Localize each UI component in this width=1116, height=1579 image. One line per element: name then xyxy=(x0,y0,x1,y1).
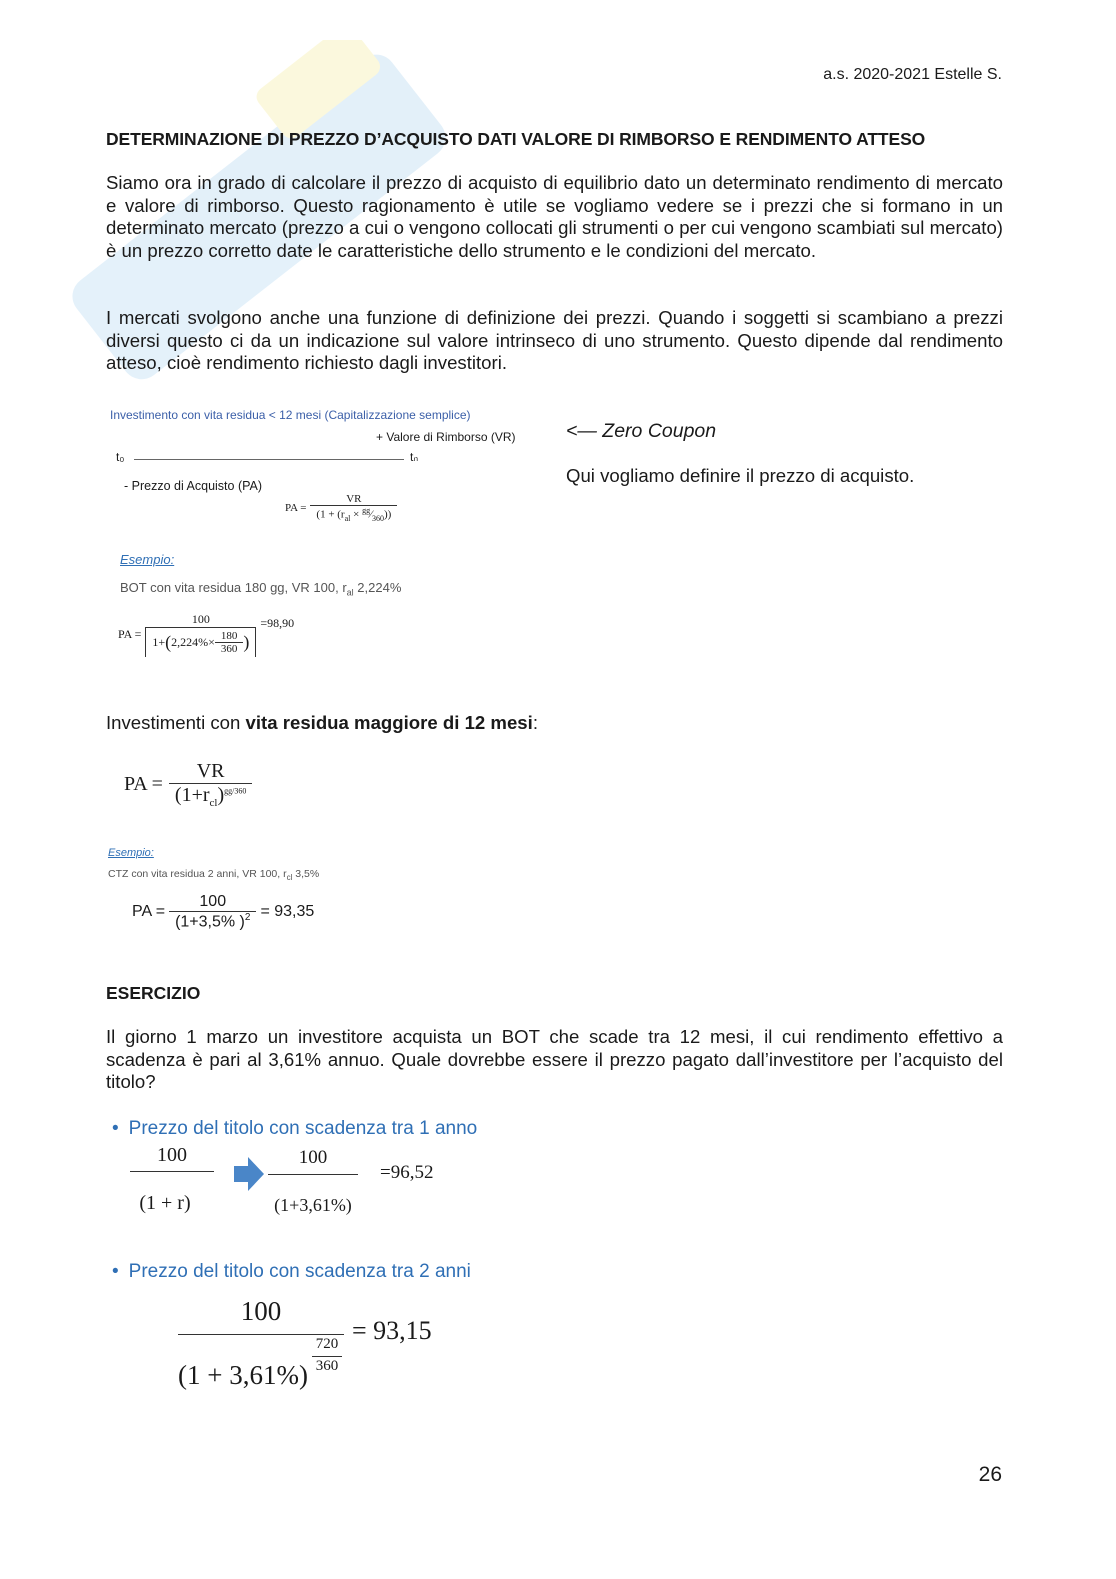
example-formula-2 xyxy=(132,893,314,931)
ex1-inner-num: 180 xyxy=(220,630,238,642)
figure-heading: Investimento con vita residua < 12 mesi (Capitalizzazione semplice) xyxy=(110,408,471,422)
paragraph-intro: Siamo ora in grado di calcolare il prezzo di acquisto di equilibrio dato un determinato rendimento di mercato e valore di rimborso. Questo ragionamento è utile se vogliamo vedere se i prezzi che si formano in un determinato mercato (prezzo a cui o vengono collocati gli strumenti o per cui vengono scambiati sul mercato) è un prezzo corretto date le caratteristiche dello strumento e le condizioni del mercato. xyxy=(106,172,1003,261)
page-number: 26 xyxy=(978,1463,1002,1486)
arrow-right-icon xyxy=(234,1157,264,1191)
ty-exp-num: 720 xyxy=(315,1336,339,1352)
bullet-two-years: • Prezzo del titolo con scadenza tra 2 anni xyxy=(112,1261,471,1282)
formula-compound xyxy=(124,760,252,809)
ex1-inner-den: 360 xyxy=(215,642,244,655)
bullet-one-year-text: Prezzo del titolo con scadenza tra 1 anno xyxy=(128,1118,478,1139)
ex2-result: = 93,35 xyxy=(260,903,315,921)
fy-result: =96,52 xyxy=(380,1162,434,1183)
tn-label: tₙ xyxy=(410,450,419,464)
ex2-den-text: (1+3,5% ) xyxy=(175,913,245,931)
ex1-den-a: 1+ xyxy=(152,635,166,649)
ty-num: 100 xyxy=(240,1296,282,1326)
bullet-one-year: • Prezzo del titolo con scadenza tra 1 anno xyxy=(112,1118,478,1139)
formula-lhs: PA = xyxy=(285,501,307,514)
ex2-denominator: (1+3,5% )$^2$ xyxy=(169,911,256,931)
exercise-text: Il giorno 1 marzo un investitore acquista un BOT che scade tra 12 mesi, il cui rendimento effettivo a scadenza è pari al 3,61% annuo. Quale dovrebbe essere il prezzo pagato dall’investitore per l’acquisto del titolo? xyxy=(106,1026,1003,1092)
esempio-label-2: Esempio: xyxy=(108,847,154,859)
pa-label: - Prezzo di Acquisto (PA) xyxy=(124,479,263,493)
compound-lhs: PA = xyxy=(124,773,163,795)
paragraph-long-term xyxy=(106,712,538,734)
fy-den-b: (1+3,61%) xyxy=(274,1195,352,1215)
ty-den: (1 + 3,61%) xyxy=(178,1360,308,1390)
vr-label: + Valore di Rimborso (VR) xyxy=(376,430,516,444)
fy-num-a: 100 xyxy=(157,1144,187,1166)
bullet-two-years-text: Prezzo del titolo con scadenza tra 2 anni xyxy=(128,1261,471,1282)
formula-denominator: ($1 + (r_{al}$ × $^{gg}⁄_{360}$)) xyxy=(310,505,397,523)
example-text-1: BOT con vita residua 180 gg, VR 100, $r_{al}$ 2,224% xyxy=(120,580,402,598)
ty-exp-line xyxy=(312,1356,342,1357)
example-text-2-main: CTZ con vita residua 2 anni, VR 100, r xyxy=(108,868,287,880)
zero-coupon-note: <— Zero Coupon xyxy=(566,420,717,442)
formula-denominator-text: (1 + (r xyxy=(316,508,345,521)
ex1-result: =98,90 xyxy=(260,616,295,630)
long-term-text: Investimenti con xyxy=(106,712,246,733)
exercise-title: ESERCIZIO xyxy=(106,983,201,1003)
compound-denominator-text: (1+r xyxy=(174,784,210,806)
example-text-1-main: BOT con vita residua 180 gg, VR 100, r xyxy=(120,580,347,595)
timeline xyxy=(134,459,404,460)
ex2-lhs: PA = xyxy=(132,903,166,921)
figure-simple-capitalization xyxy=(110,408,540,678)
paragraph-markets: I mercati svolgono anche una funzione di definizione dei prezzi. Quando i soggetti si scambiano a prezzi diversi questo ci da un indicazione sul valore intrinseco di uno strumento. Questo dipende dal rendimento atteso, cioè rendimento richiesto dagli investitori. xyxy=(106,307,1003,373)
ex1-lhs: PA = xyxy=(118,627,142,641)
t0-label: t₀ xyxy=(116,450,125,464)
example-formula-1 xyxy=(118,612,294,657)
purchase-price-note: Qui vogliamo definire il prezzo di acquisto. xyxy=(566,465,915,486)
compound-numerator: VR xyxy=(196,760,225,782)
fy-line-a xyxy=(130,1171,214,1172)
ex1-den-b: 2,224%× xyxy=(171,635,215,649)
long-term-colon: : xyxy=(532,712,538,733)
fy-line-b xyxy=(268,1174,358,1175)
ty-line xyxy=(178,1334,344,1335)
ex1-numerator: 100 xyxy=(191,612,210,626)
formula-simple xyxy=(285,493,397,523)
fy-den-a: (1 + r) xyxy=(139,1192,191,1214)
compound-denominator: $(1+r_{cl})^{gg/360}$ xyxy=(169,783,252,809)
ty-result: = 93,15 xyxy=(352,1316,432,1345)
ty-exp-den: 360 xyxy=(315,1358,339,1374)
long-term-bold: vita residua maggiore di 12 mesi xyxy=(245,712,533,733)
section-title: DETERMINAZIONE DI PREZZO D’ACQUISTO DATI VALORE DI RIMBORSO E RENDIMENTO ATTESO xyxy=(106,129,926,149)
page-header: a.s. 2020-2021 Estelle S. xyxy=(823,66,1002,83)
fy-num-b: 100 xyxy=(298,1147,328,1168)
example-text-2: CTZ con vita residua 2 anni, VR 100, $r_{cl}$ 3,5% xyxy=(108,868,320,883)
ex2-numerator: 100 xyxy=(199,893,227,910)
formula-numerator: VR xyxy=(346,493,362,505)
esempio-label-1: Esempio: xyxy=(120,552,175,567)
ex1-denominator: 1+ ( 2,224%× $\frac{180}{360}$ ) xyxy=(145,627,256,657)
